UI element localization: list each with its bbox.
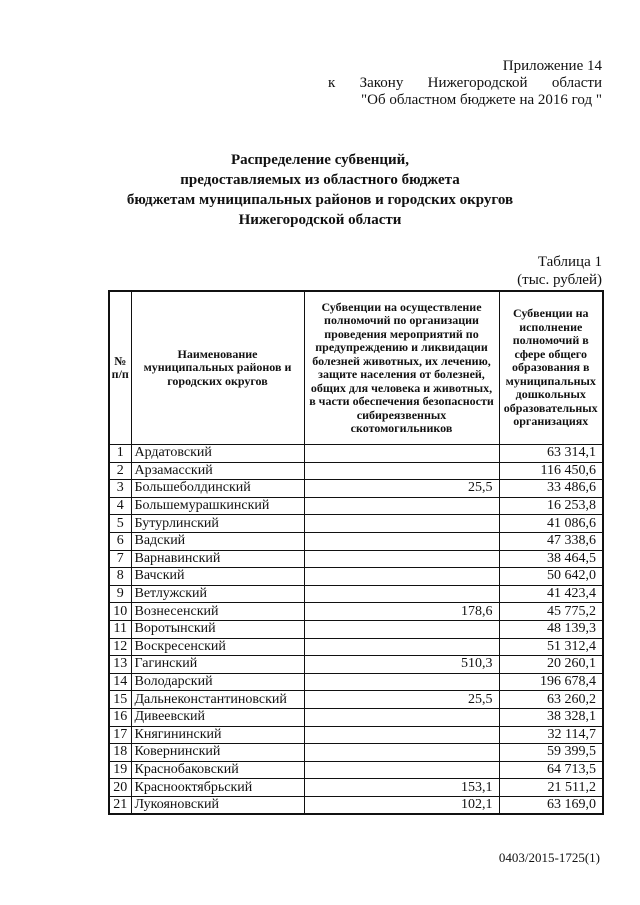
- subvention-preschool-education: 16 253,8: [499, 497, 603, 515]
- district-name: Воротынский: [131, 620, 304, 638]
- table-row: [109, 480, 603, 498]
- subvention-preschool-education: 63 169,0: [499, 796, 603, 814]
- table-row: [109, 532, 603, 550]
- row-number: 6: [109, 532, 131, 550]
- subvention-animal-disease: [304, 532, 499, 550]
- table-row: [109, 708, 603, 726]
- table-row: [109, 568, 603, 586]
- header-col1: Субвенции на осуществление полномочий по организации проведения мероприятий по предупреждению и ликвидации болезней животных, их лечению, защите населения от болезней, общих для человека и животных, в части обеспечения безопасности сибиреязвенных скотомогильников: [304, 291, 499, 445]
- table-row: [109, 550, 603, 568]
- district-name: Ветлужский: [131, 585, 304, 603]
- subvention-preschool-education: 32 114,7: [499, 726, 603, 744]
- table-row: [109, 673, 603, 691]
- district-name: Володарский: [131, 673, 304, 691]
- appendix-law: к Закону Нижегородской области: [328, 75, 602, 91]
- subvention-preschool-education: 48 139,3: [499, 620, 603, 638]
- district-name: Ардатовский: [131, 445, 304, 463]
- district-name: Варнавинский: [131, 550, 304, 568]
- table-row: [109, 515, 603, 533]
- header-name: Наименование муниципальных районов и городских округов: [131, 291, 304, 445]
- table-row: [109, 656, 603, 674]
- table-row: [109, 497, 603, 515]
- subvention-animal-disease: [304, 585, 499, 603]
- subvention-animal-disease: [304, 550, 499, 568]
- subventions-table: [108, 290, 604, 815]
- subvention-animal-disease: [304, 726, 499, 744]
- row-number: 19: [109, 761, 131, 779]
- subvention-preschool-education: 33 486,6: [499, 480, 603, 498]
- subvention-animal-disease: [304, 638, 499, 656]
- document-title: [0, 150, 640, 230]
- district-name: Краснобаковский: [131, 761, 304, 779]
- title-line-1: Распределение субвенций,: [230, 152, 410, 168]
- subvention-preschool-education: 64 713,5: [499, 761, 603, 779]
- row-number: 10: [109, 603, 131, 621]
- row-number: 18: [109, 744, 131, 762]
- appendix-label: Приложение 14: [502, 58, 602, 74]
- row-number: 21: [109, 796, 131, 814]
- table-row: [109, 744, 603, 762]
- subvention-animal-disease: 510,3: [304, 656, 499, 674]
- subvention-animal-disease: [304, 462, 499, 480]
- subvention-preschool-education: 21 511,2: [499, 779, 603, 797]
- table-caption: [517, 253, 602, 289]
- title-line-4: Нижегородской области: [238, 212, 402, 228]
- subvention-preschool-education: 47 338,6: [499, 532, 603, 550]
- table-row: [109, 620, 603, 638]
- subvention-preschool-education: 116 450,6: [499, 462, 603, 480]
- subvention-preschool-education: 196 678,4: [499, 673, 603, 691]
- subvention-preschool-education: 51 312,4: [499, 638, 603, 656]
- table-row: [109, 796, 603, 814]
- table-number: Таблица 1: [537, 254, 602, 270]
- subvention-preschool-education: 63 314,1: [499, 445, 603, 463]
- subvention-animal-disease: [304, 515, 499, 533]
- district-name: Гагинский: [131, 656, 304, 674]
- header-col2: Субвенции на исполнение полномочий в сфере общего образования в муниципальных дошкольных образовательных организациях: [499, 291, 603, 445]
- district-name: Вознесенский: [131, 603, 304, 621]
- table-row: [109, 691, 603, 709]
- subvention-preschool-education: 38 328,1: [499, 708, 603, 726]
- document-id: 0403/2015-1725(1): [498, 850, 600, 865]
- district-name: Арзамасский: [131, 462, 304, 480]
- row-number: 7: [109, 550, 131, 568]
- district-name: Княгининский: [131, 726, 304, 744]
- row-number: 4: [109, 497, 131, 515]
- subvention-animal-disease: [304, 673, 499, 691]
- subvention-preschool-education: 38 464,5: [499, 550, 603, 568]
- table-row: [109, 726, 603, 744]
- row-number: 3: [109, 480, 131, 498]
- district-name: Бутурлинский: [131, 515, 304, 533]
- table-header-row: [109, 291, 603, 445]
- appendix-block: [322, 58, 602, 109]
- row-number: 15: [109, 691, 131, 709]
- table-row: [109, 445, 603, 463]
- subvention-preschool-education: 41 086,6: [499, 515, 603, 533]
- subvention-animal-disease: 102,1: [304, 796, 499, 814]
- row-number: 14: [109, 673, 131, 691]
- subvention-animal-disease: [304, 761, 499, 779]
- subvention-animal-disease: 178,6: [304, 603, 499, 621]
- row-number: 20: [109, 779, 131, 797]
- subvention-animal-disease: 25,5: [304, 691, 499, 709]
- subvention-animal-disease: [304, 497, 499, 515]
- subvention-preschool-education: 59 399,5: [499, 744, 603, 762]
- subvention-animal-disease: [304, 744, 499, 762]
- table-row: [109, 779, 603, 797]
- table-row: [109, 603, 603, 621]
- district-name: Лукояновский: [131, 796, 304, 814]
- table-row: [109, 462, 603, 480]
- row-number: 8: [109, 568, 131, 586]
- appendix-law-title: "Об областном бюджете на 2016 год ": [361, 92, 602, 108]
- row-number: 9: [109, 585, 131, 603]
- subvention-animal-disease: [304, 445, 499, 463]
- subvention-animal-disease: [304, 708, 499, 726]
- title-line-3: бюджетам муниципальных районов и городских округов: [126, 192, 514, 208]
- subvention-preschool-education: 50 642,0: [499, 568, 603, 586]
- header-num: № п/п: [109, 291, 131, 445]
- district-name: Воскресенский: [131, 638, 304, 656]
- table-row: [109, 761, 603, 779]
- row-number: 17: [109, 726, 131, 744]
- subvention-animal-disease: 25,5: [304, 480, 499, 498]
- table-row: [109, 585, 603, 603]
- district-name: Большеболдинский: [131, 480, 304, 498]
- subvention-animal-disease: 153,1: [304, 779, 499, 797]
- row-number: 13: [109, 656, 131, 674]
- row-number: 5: [109, 515, 131, 533]
- table-row: [109, 638, 603, 656]
- subvention-preschool-education: 20 260,1: [499, 656, 603, 674]
- district-name: Ковернинский: [131, 744, 304, 762]
- district-name: Дальнеконстантиновский: [131, 691, 304, 709]
- row-number: 1: [109, 445, 131, 463]
- subvention-animal-disease: [304, 620, 499, 638]
- district-name: Вадский: [131, 532, 304, 550]
- row-number: 12: [109, 638, 131, 656]
- subvention-preschool-education: 63 260,2: [499, 691, 603, 709]
- subvention-animal-disease: [304, 568, 499, 586]
- title-line-2: предоставляемых из областного бюджета: [180, 172, 460, 188]
- table-unit: (тыс. рублей): [517, 272, 602, 288]
- district-name: Большемурашкинский: [131, 497, 304, 515]
- district-name: Дивеевский: [131, 708, 304, 726]
- district-name: Вачский: [131, 568, 304, 586]
- row-number: 16: [109, 708, 131, 726]
- district-name: Краснооктябрьский: [131, 779, 304, 797]
- subvention-preschool-education: 45 775,2: [499, 603, 603, 621]
- row-number: 11: [109, 620, 131, 638]
- row-number: 2: [109, 462, 131, 480]
- subvention-preschool-education: 41 423,4: [499, 585, 603, 603]
